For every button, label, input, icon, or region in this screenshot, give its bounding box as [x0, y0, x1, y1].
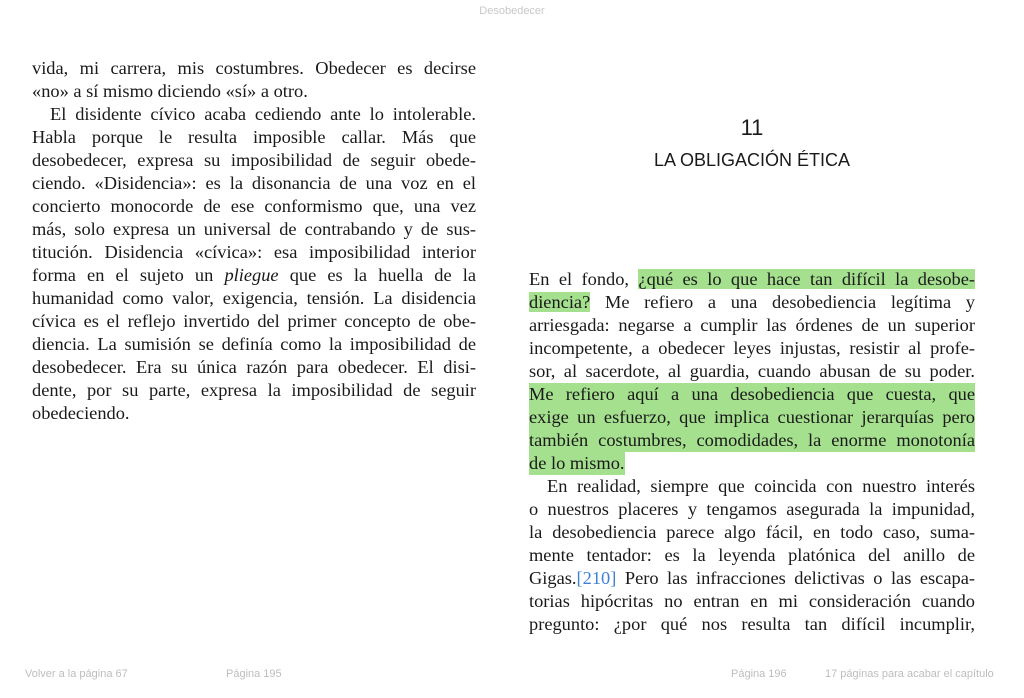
window-title: Desobedecer — [479, 5, 545, 17]
text-line: mente tentador: es la leyenda platónica del anillo de — [529, 545, 975, 565]
text-line: más, solo expresa un universal de contrabando y de sus- — [32, 219, 476, 239]
highlighted-text[interactable]: también costumbres, comodidades, la enorme monotonía — [529, 430, 975, 450]
text-line — [529, 567, 975, 590]
text-line: incompetente, a obedecer leyes injustas, resistir al profe- — [529, 338, 975, 358]
text-line: «no» a sí mismo diciendo «sí» a otro. — [32, 81, 308, 101]
text-line: El disidente cívico acaba cediendo ante lo intolerable. — [50, 104, 476, 124]
text-span: En el fondo, — [529, 269, 639, 289]
text-span: Me refiero a una desobediencia legítima y — [590, 292, 975, 312]
text-line: diencia. La sumisión se definía como la imposibilidad de — [32, 334, 476, 354]
italic-text: pliegue — [224, 265, 279, 285]
text-line: dente, por su parte, expresa la imposibilidad de seguir — [32, 380, 476, 400]
text-line: sor, al sacerdote, al guardia, cuando abusan de su poder. — [529, 361, 975, 381]
text-line: pregunto: ¿por qué nos resulta tan difícil incumplir, — [529, 614, 975, 634]
text-line: titución. Disidencia «cívica»: esa imposibilidad interior — [32, 242, 476, 262]
text-span: que es la huella de la — [278, 265, 477, 285]
text-line: concierto monocorde de ese conformismo que, una vez — [32, 196, 476, 216]
right-page-number: Página 196 — [731, 668, 787, 680]
highlighted-text[interactable]: exige un esfuerzo, que implica cuestionar jerarquías pero — [529, 407, 975, 427]
text-line: cívica es el reflejo invertido del primer concepto de obe- — [32, 311, 476, 331]
text-line — [529, 268, 975, 291]
text-line: obedeciendo. — [32, 403, 130, 423]
text-line: la desobediencia parece algo fácil, en todo caso, suma- — [529, 522, 975, 542]
text-line: desobedecer, expresa su imposibilidad de seguir obede- — [32, 150, 476, 170]
highlighted-text[interactable]: Me refiero aquí a una desobediencia que cuesta, que — [529, 384, 975, 404]
highlighted-text[interactable]: ¿qué es lo que hace tan difícil la desobe- — [638, 269, 976, 289]
text-line: desobedecer. Era su única razón para obedecer. El disi- — [32, 357, 476, 377]
text-line: o nuestros placeres y tengamos asegurada la impunidad, — [529, 499, 975, 519]
text-line — [32, 264, 476, 287]
text-line: En realidad, siempre que coincida con nuestro interés — [547, 476, 975, 496]
text-line — [529, 291, 975, 314]
text-span: Gigas. — [529, 568, 577, 588]
back-to-page-link[interactable]: Volver a la página 67 — [25, 668, 128, 680]
text-line: torias hipócritas no entran en mi consideración cuando — [529, 591, 975, 611]
footnote-link[interactable]: [210] — [576, 568, 617, 588]
text-line: humanidad como valor, exigencia, tensión. La disidencia — [32, 288, 476, 308]
text-line: ciendo. «Disidencia»: es la disonancia de una voz en el — [32, 173, 476, 193]
text-span: forma en el sujeto un — [32, 265, 225, 285]
left-page-number: Página 195 — [226, 668, 282, 680]
text-line: Habla porque le resulta imposible callar. Más que — [32, 127, 476, 147]
text-line: arriesgada: negarse a cumplir las órdenes de un superior — [529, 315, 975, 335]
highlighted-text[interactable]: de lo mismo. — [529, 453, 625, 473]
text-line: vida, mi carrera, mis costumbres. Obedecer es decirse — [32, 58, 476, 78]
text-span: Pero las infracciones delictivas o las escapa- — [616, 568, 975, 588]
chapter-title: LA OBLIGACIÓN ÉTICA — [653, 150, 851, 170]
highlighted-text[interactable]: diencia? — [529, 292, 591, 312]
chapter-number: 11 — [740, 115, 764, 140]
chapter-remaining-status: 17 páginas para acabar el capítulo — [825, 668, 994, 680]
